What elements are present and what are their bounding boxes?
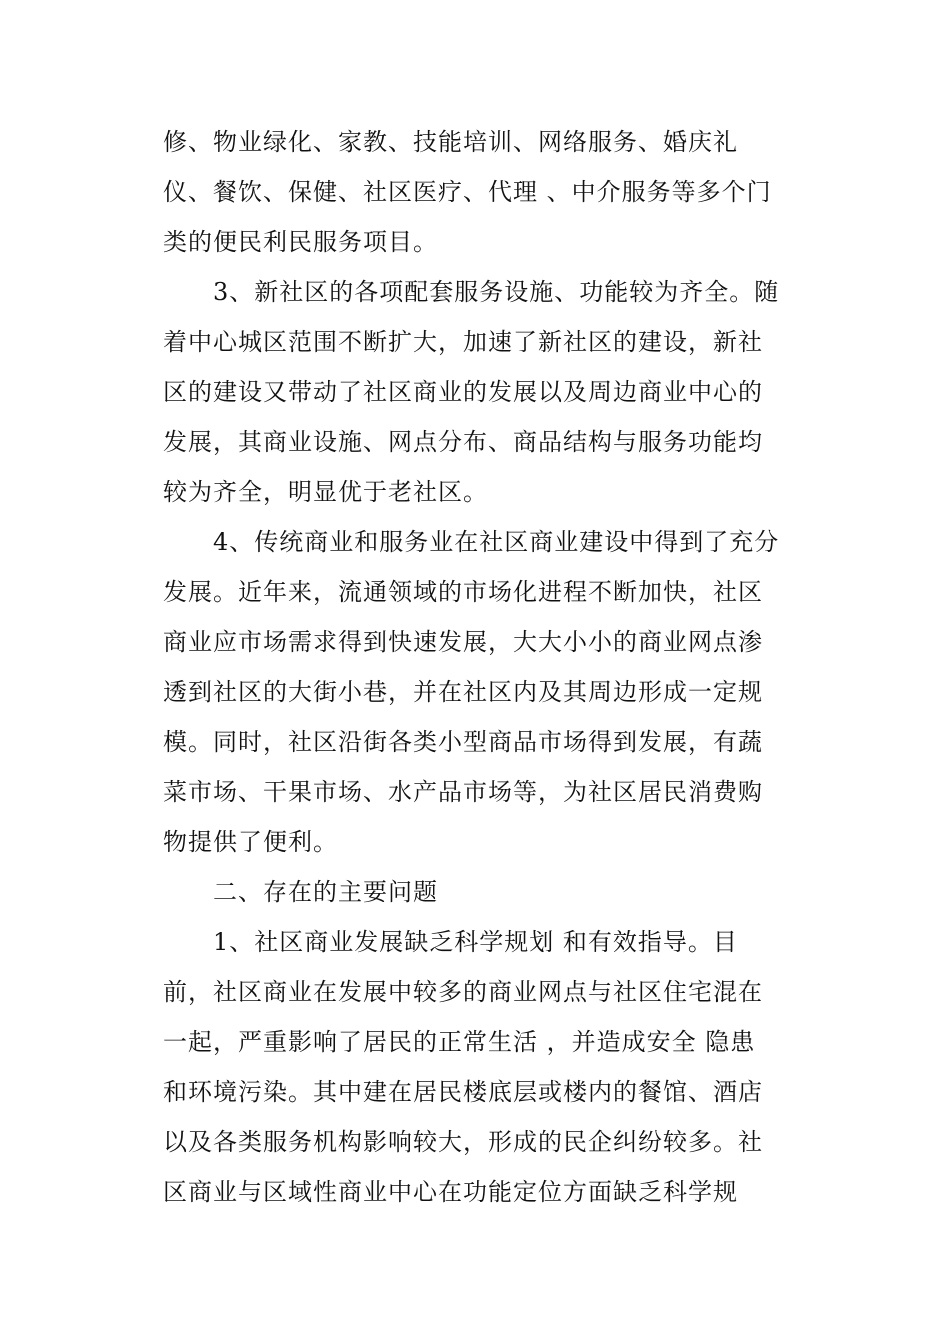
section-heading: 二、存在的主要问题 — [213, 878, 438, 906]
text-line: 一起，严重影响了居民的正常生活 ，并造成安全 隐患 — [163, 1028, 756, 1056]
text-line: 商业应市场需求得到快速发展，大大小小的商业网点渗 — [163, 628, 763, 656]
text-line: 类的便民利民服务项目。 — [163, 228, 438, 256]
text-line: 物提供了便利。 — [163, 828, 338, 856]
text-line: 区商业与区域性商业中心在功能定位方面缺乏科学规 — [163, 1178, 738, 1206]
text-line: 发展。近年来，流通领域的市场化进程不断加快，社区 — [163, 578, 763, 606]
text-line: 透到社区的大街小巷，并在社区内及其周边形成一定规 — [163, 678, 763, 706]
text-line: 模。同时，社区沿街各类小型商品市场得到发展，有蔬 — [163, 728, 763, 756]
text-line: 和环境污染。其中建在居民楼底层或楼内的餐馆、酒店 — [163, 1078, 763, 1106]
text-line: 着中心城区范围不断扩大，加速了新社区的建设，新社 — [163, 328, 763, 356]
text-line: 菜市场、干果市场、水产品市场等，为社区居民消费购 — [163, 778, 763, 806]
text-line: 仪、餐饮、保健、社区医疗、代理 、中介服务等多个门 — [163, 178, 772, 206]
text-line: 前，社区商业在发展中较多的商业网点与社区住宅混在 — [163, 978, 763, 1006]
paragraph-start-line: 4、传统商业和服务业在社区商业建设中得到了充分 — [213, 528, 780, 556]
text-line: 以及各类服务机构影响较大，形成的民企纠纷较多。社 — [163, 1128, 763, 1156]
paragraph-start-line: 3、新社区的各项配套服务设施、功能较为齐全。随 — [213, 278, 780, 306]
text-line: 发展，其商业设施、网点分布、商品结构与服务功能均 — [163, 428, 763, 456]
text-line: 较为齐全，明显优于老社区。 — [163, 478, 488, 506]
text-line: 修、物业绿化、家教、技能培训、网络服务、婚庆礼 — [163, 128, 738, 156]
text-line: 区的建设又带动了社区商业的发展以及周边商业中心的 — [163, 378, 763, 406]
paragraph-start-line: 1、社区商业发展缺乏科学规划 和有效指导。目 — [213, 928, 738, 956]
